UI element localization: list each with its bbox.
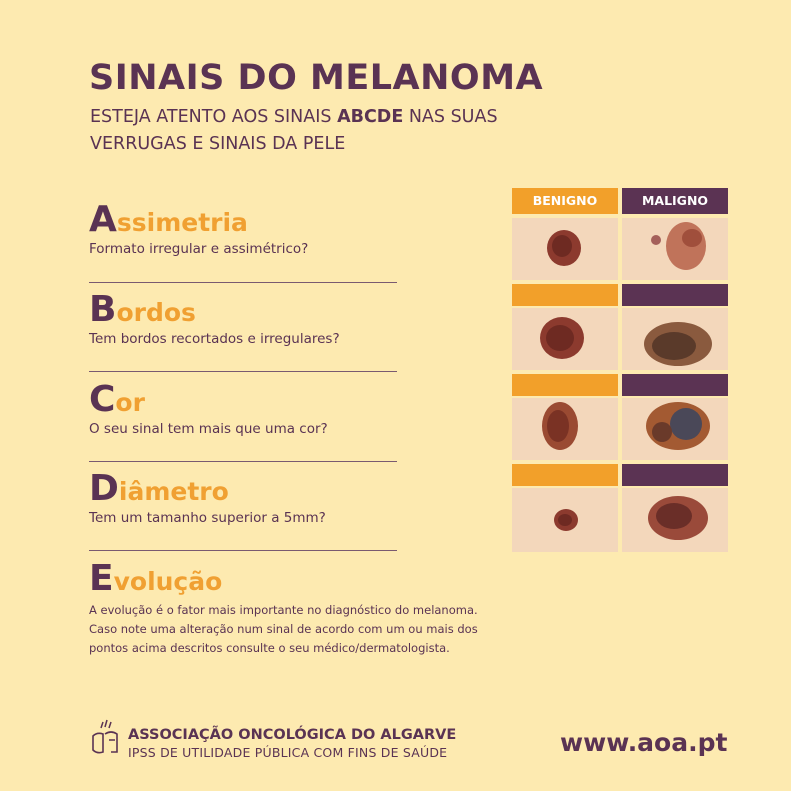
benign-color-photo [512,398,618,460]
mole-comparison-grid [512,188,728,552]
evolution-line: A evolução é o fator mais importante no diagnóstico do melanoma. [89,603,478,617]
benign-mole-image [512,488,618,552]
sign-cor [89,379,397,437]
evolution-line: pontos acima descritos consulte o seu médico/dermatologista. [89,641,450,655]
sign-heading [89,468,397,509]
sign-bordos [89,289,397,347]
malignant-mole-image [622,488,728,552]
benign-diameter-photo [512,488,618,552]
malignant-band [622,284,728,306]
benign-mole-image [512,218,618,280]
sign-question: Formato irregular e assimétrico? [89,241,309,257]
malignant-mole-image [622,308,728,370]
sign-letter: C [89,379,116,420]
divider [89,371,397,372]
aoa-logo-icon [89,718,123,758]
subtitle [90,104,550,158]
benign-asymmetry-photo [512,218,618,280]
sign-diametro [89,468,397,526]
organization-subtitle: IPSS DE UTILIDADE PÚBLICA COM FINS DE SAÚDE [128,745,448,760]
benign-border-photo [512,308,618,370]
sign-word: or [115,388,145,417]
malignant-band [622,464,728,486]
sign-heading [89,199,397,240]
sign-letter: D [89,468,119,509]
divider [89,282,397,283]
website-link[interactable]: www.aoa.pt [560,728,728,757]
sign-heading [89,289,397,330]
malignant-header: MALIGNO [622,188,728,214]
divider [89,550,397,551]
sign-question: O seu sinal tem mais que uma cor? [89,421,328,437]
sign-letter: A [89,199,117,240]
sign-assimetria [89,199,397,257]
sign-question: Tem bordos recortados e irregulares? [89,331,340,347]
evolution-text [89,601,509,658]
sign-letter: B [89,289,117,330]
page-title: SINAIS DO MELANOMA [89,58,544,98]
sign-evolucao [89,558,397,599]
sign-word: iâmetro [118,477,229,506]
malignant-mole-image [622,398,728,460]
organization-name: ASSOCIAÇÃO ONCOLÓGICA DO ALGARVE [128,727,457,743]
malignant-asymmetry-photo [622,218,728,280]
malignant-mole-image [622,218,728,280]
malignant-border-photo [622,308,728,370]
benign-mole-image [512,398,618,460]
sign-heading [89,379,397,420]
subtitle-abcde: ABCDE [337,107,404,127]
benign-band [512,464,618,486]
sign-heading [89,558,397,599]
subtitle-text-end: NAS SUAS [403,107,498,127]
subtitle-text: ESTEJA ATENTO AOS SINAIS [90,107,338,127]
sign-word: ssimetria [116,208,248,237]
evolution-line: Caso note uma alteração num sinal de acordo com um ou mais dos [89,622,478,636]
benign-mole-image [512,308,618,370]
sign-question: Tem um tamanho superior a 5mm? [89,510,326,526]
malignant-color-photo [622,398,728,460]
sign-word: ordos [116,298,196,327]
subtitle-line2: VERRUGAS E SINAIS DA PELE [90,134,346,154]
benign-band [512,284,618,306]
malignant-band [622,374,728,396]
benign-header: BENIGNO [512,188,618,214]
sign-word: volução [113,567,223,596]
benign-band [512,374,618,396]
divider [89,461,397,462]
sign-letter: E [89,558,114,599]
malignant-diameter-photo [622,488,728,552]
